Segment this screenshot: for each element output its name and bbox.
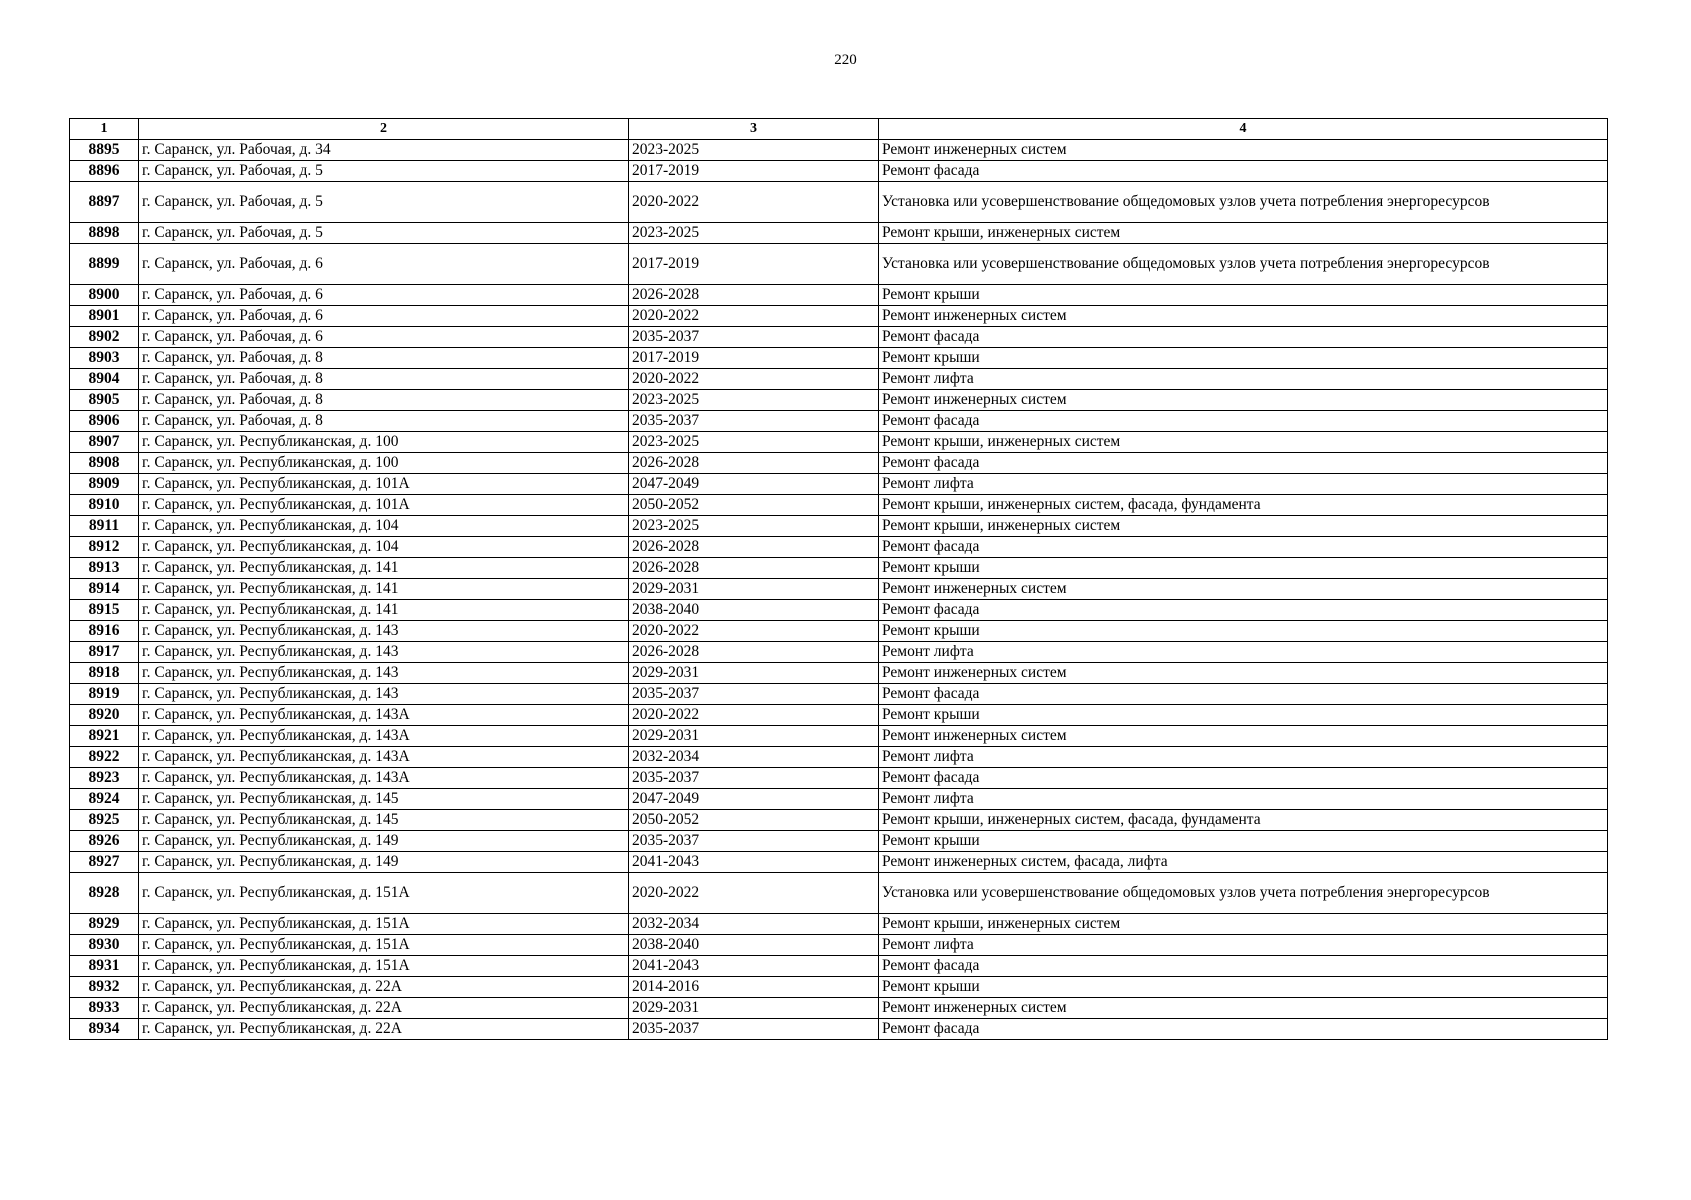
table-row: [70, 495, 1608, 516]
table-row: [70, 810, 1608, 831]
row-number-cell: 8900: [70, 285, 139, 306]
table-row: [70, 684, 1608, 705]
address-cell: г. Саранск, ул. Республиканская, д. 143А: [139, 705, 629, 726]
period-cell: 2023-2025: [629, 432, 879, 453]
table-row: [70, 977, 1608, 998]
period-cell: 2020-2022: [629, 369, 879, 390]
work-type-cell: Ремонт инженерных систем: [879, 998, 1608, 1019]
table-row: [70, 956, 1608, 977]
address-cell: г. Саранск, ул. Республиканская, д. 141: [139, 600, 629, 621]
row-number-cell: 8906: [70, 411, 139, 432]
address-cell: г. Саранск, ул. Рабочая, д. 8: [139, 369, 629, 390]
row-number-cell: 8923: [70, 768, 139, 789]
period-cell: 2026-2028: [629, 537, 879, 558]
address-cell: г. Саранск, ул. Республиканская, д. 143А: [139, 726, 629, 747]
address-cell: г. Саранск, ул. Республиканская, д. 22А: [139, 998, 629, 1019]
address-cell: г. Саранск, ул. Республиканская, д. 22А: [139, 977, 629, 998]
row-number-cell: 8898: [70, 223, 139, 244]
row-number-cell: 8902: [70, 327, 139, 348]
period-cell: 2035-2037: [629, 768, 879, 789]
row-number-cell: 8909: [70, 474, 139, 495]
column-header-2: 2: [139, 119, 629, 140]
table-row: [70, 223, 1608, 244]
period-cell: 2014-2016: [629, 977, 879, 998]
address-cell: г. Саранск, ул. Республиканская, д. 151А: [139, 914, 629, 935]
table-row: [70, 852, 1608, 873]
table-row: [70, 537, 1608, 558]
period-cell: 2026-2028: [629, 558, 879, 579]
address-cell: г. Саранск, ул. Республиканская, д. 143: [139, 684, 629, 705]
table-row: [70, 369, 1608, 390]
table-row: [70, 789, 1608, 810]
row-number-cell: 8928: [70, 873, 139, 914]
row-number-cell: 8919: [70, 684, 139, 705]
table-row: [70, 432, 1608, 453]
work-type-cell: Ремонт инженерных систем: [879, 390, 1608, 411]
table-row: [70, 747, 1608, 768]
period-cell: 2047-2049: [629, 789, 879, 810]
period-cell: 2050-2052: [629, 495, 879, 516]
period-cell: 2026-2028: [629, 453, 879, 474]
column-header-1: 1: [70, 119, 139, 140]
period-cell: 2029-2031: [629, 998, 879, 1019]
work-type-cell: Ремонт лифта: [879, 369, 1608, 390]
period-cell: 2023-2025: [629, 516, 879, 537]
row-number-cell: 8934: [70, 1019, 139, 1040]
table-row: [70, 935, 1608, 956]
period-cell: 2029-2031: [629, 663, 879, 684]
work-type-cell: Ремонт инженерных систем: [879, 726, 1608, 747]
period-cell: 2047-2049: [629, 474, 879, 495]
address-cell: г. Саранск, ул. Республиканская, д. 22А: [139, 1019, 629, 1040]
row-number-cell: 8917: [70, 642, 139, 663]
row-number-cell: 8914: [70, 579, 139, 600]
period-cell: 2020-2022: [629, 873, 879, 914]
work-type-cell: Ремонт крыши: [879, 348, 1608, 369]
work-type-cell: Ремонт крыши, инженерных систем: [879, 516, 1608, 537]
row-number-cell: 8910: [70, 495, 139, 516]
period-cell: 2023-2025: [629, 390, 879, 411]
table-row: [70, 768, 1608, 789]
row-number-cell: 8929: [70, 914, 139, 935]
address-cell: г. Саранск, ул. Республиканская, д. 149: [139, 831, 629, 852]
work-type-cell: Ремонт инженерных систем, фасада, лифта: [879, 852, 1608, 873]
period-cell: 2035-2037: [629, 831, 879, 852]
table-row: [70, 244, 1608, 285]
row-number-cell: 8908: [70, 453, 139, 474]
work-type-cell: Установка или усовершенствование общедомовых узлов учета потребления энергоресурсов: [879, 244, 1608, 285]
work-type-cell: Ремонт инженерных систем: [879, 579, 1608, 600]
period-cell: 2020-2022: [629, 621, 879, 642]
period-cell: 2035-2037: [629, 684, 879, 705]
row-number-cell: 8907: [70, 432, 139, 453]
row-number-cell: 8920: [70, 705, 139, 726]
address-cell: г. Саранск, ул. Рабочая, д. 8: [139, 348, 629, 369]
work-type-cell: Ремонт фасада: [879, 600, 1608, 621]
period-cell: 2029-2031: [629, 726, 879, 747]
address-cell: г. Саранск, ул. Республиканская, д. 141: [139, 558, 629, 579]
address-cell: г. Саранск, ул. Республиканская, д. 104: [139, 537, 629, 558]
period-cell: 2050-2052: [629, 810, 879, 831]
work-type-cell: Ремонт фасада: [879, 956, 1608, 977]
address-cell: г. Саранск, ул. Республиканская, д. 151А: [139, 956, 629, 977]
address-cell: г. Саранск, ул. Республиканская, д. 151А: [139, 873, 629, 914]
address-cell: г. Саранск, ул. Республиканская, д. 141: [139, 579, 629, 600]
address-cell: г. Саранск, ул. Республиканская, д. 100: [139, 453, 629, 474]
row-number-cell: 8921: [70, 726, 139, 747]
period-cell: 2023-2025: [629, 140, 879, 161]
row-number-cell: 8926: [70, 831, 139, 852]
work-type-cell: Ремонт фасада: [879, 327, 1608, 348]
address-cell: г. Саранск, ул. Республиканская, д. 143: [139, 642, 629, 663]
row-number-cell: 8931: [70, 956, 139, 977]
period-cell: 2017-2019: [629, 161, 879, 182]
work-type-cell: Ремонт крыши: [879, 977, 1608, 998]
row-number-cell: 8924: [70, 789, 139, 810]
row-number-cell: 8896: [70, 161, 139, 182]
row-number-cell: 8911: [70, 516, 139, 537]
address-cell: г. Саранск, ул. Республиканская, д. 145: [139, 789, 629, 810]
work-type-cell: Ремонт крыши, инженерных систем: [879, 432, 1608, 453]
table-row: [70, 474, 1608, 495]
table-row: [70, 516, 1608, 537]
work-type-cell: Ремонт фасада: [879, 1019, 1608, 1040]
table-row: [70, 558, 1608, 579]
work-type-cell: Ремонт инженерных систем: [879, 663, 1608, 684]
period-cell: 2017-2019: [629, 244, 879, 285]
work-type-cell: Ремонт лифта: [879, 474, 1608, 495]
address-cell: г. Саранск, ул. Рабочая, д. 6: [139, 285, 629, 306]
row-number-cell: 8904: [70, 369, 139, 390]
address-cell: г. Саранск, ул. Республиканская, д. 149: [139, 852, 629, 873]
address-cell: г. Саранск, ул. Республиканская, д. 104: [139, 516, 629, 537]
table-row: [70, 831, 1608, 852]
row-number-cell: 8933: [70, 998, 139, 1019]
row-number-cell: 8901: [70, 306, 139, 327]
work-type-cell: Ремонт крыши: [879, 621, 1608, 642]
table-row: [70, 182, 1608, 223]
period-cell: 2041-2043: [629, 956, 879, 977]
work-type-cell: Ремонт фасада: [879, 768, 1608, 789]
table-row: [70, 621, 1608, 642]
table-row: [70, 705, 1608, 726]
table-row: [70, 140, 1608, 161]
work-type-cell: Установка или усовершенствование общедомовых узлов учета потребления энергоресурсов: [879, 182, 1608, 223]
row-number-cell: 8897: [70, 182, 139, 223]
row-number-cell: 8903: [70, 348, 139, 369]
period-cell: 2017-2019: [629, 348, 879, 369]
column-header-4: 4: [879, 119, 1608, 140]
address-cell: г. Саранск, ул. Республиканская, д. 143: [139, 663, 629, 684]
period-cell: 2020-2022: [629, 182, 879, 223]
address-cell: г. Саранск, ул. Рабочая, д. 6: [139, 244, 629, 285]
address-cell: г. Саранск, ул. Республиканская, д. 101А: [139, 474, 629, 495]
address-cell: г. Саранск, ул. Республиканская, д. 145: [139, 810, 629, 831]
address-cell: г. Саранск, ул. Республиканская, д. 151А: [139, 935, 629, 956]
address-cell: г. Саранск, ул. Рабочая, д. 5: [139, 161, 629, 182]
table-row: [70, 285, 1608, 306]
period-cell: 2029-2031: [629, 579, 879, 600]
period-cell: 2041-2043: [629, 852, 879, 873]
address-cell: г. Саранск, ул. Рабочая, д. 8: [139, 390, 629, 411]
row-number-cell: 8899: [70, 244, 139, 285]
work-type-cell: Ремонт крыши: [879, 705, 1608, 726]
work-type-cell: Ремонт крыши: [879, 558, 1608, 579]
period-cell: 2020-2022: [629, 306, 879, 327]
period-cell: 2038-2040: [629, 935, 879, 956]
table-row: [70, 327, 1608, 348]
table-body: [70, 140, 1608, 1040]
address-cell: г. Саранск, ул. Республиканская, д. 143А: [139, 747, 629, 768]
table-row: [70, 663, 1608, 684]
row-number-cell: 8905: [70, 390, 139, 411]
period-cell: 2038-2040: [629, 600, 879, 621]
period-cell: 2023-2025: [629, 223, 879, 244]
period-cell: 2032-2034: [629, 914, 879, 935]
row-number-cell: 8918: [70, 663, 139, 684]
table-row: [70, 348, 1608, 369]
work-type-cell: Ремонт крыши, инженерных систем: [879, 223, 1608, 244]
table-row: [70, 873, 1608, 914]
repair-schedule-table: [69, 118, 1608, 1040]
work-type-cell: Ремонт фасада: [879, 453, 1608, 474]
work-type-cell: Ремонт лифта: [879, 642, 1608, 663]
table-row: [70, 579, 1608, 600]
work-type-cell: Ремонт лифта: [879, 789, 1608, 810]
work-type-cell: Ремонт инженерных систем: [879, 306, 1608, 327]
row-number-cell: 8927: [70, 852, 139, 873]
period-cell: 2026-2028: [629, 285, 879, 306]
table-row: [70, 642, 1608, 663]
table-row: [70, 306, 1608, 327]
row-number-cell: 8895: [70, 140, 139, 161]
table-row: [70, 411, 1608, 432]
page-number: 220: [834, 52, 857, 68]
address-cell: г. Саранск, ул. Рабочая, д. 5: [139, 223, 629, 244]
work-type-cell: Ремонт крыши: [879, 285, 1608, 306]
row-number-cell: 8913: [70, 558, 139, 579]
table-row: [70, 453, 1608, 474]
table-row: [70, 161, 1608, 182]
table-row: [70, 914, 1608, 935]
row-number-cell: 8930: [70, 935, 139, 956]
period-cell: 2020-2022: [629, 705, 879, 726]
row-number-cell: 8916: [70, 621, 139, 642]
row-number-cell: 8915: [70, 600, 139, 621]
work-type-cell: Ремонт крыши, инженерных систем, фасада, фундамента: [879, 810, 1608, 831]
table-row: [70, 726, 1608, 747]
work-type-cell: Ремонт инженерных систем: [879, 140, 1608, 161]
table-row: [70, 1019, 1608, 1040]
table-row: [70, 600, 1608, 621]
address-cell: г. Саранск, ул. Рабочая, д. 6: [139, 327, 629, 348]
address-cell: г. Саранск, ул. Республиканская, д. 143: [139, 621, 629, 642]
work-type-cell: Ремонт крыши, инженерных систем: [879, 914, 1608, 935]
work-type-cell: Установка или усовершенствование общедомовых узлов учета потребления энергоресурсов: [879, 873, 1608, 914]
table-row: [70, 998, 1608, 1019]
row-number-cell: 8922: [70, 747, 139, 768]
work-type-cell: Ремонт фасада: [879, 684, 1608, 705]
period-cell: 2035-2037: [629, 411, 879, 432]
work-type-cell: Ремонт крыши, инженерных систем, фасада, фундамента: [879, 495, 1608, 516]
address-cell: г. Саранск, ул. Республиканская, д. 100: [139, 432, 629, 453]
period-cell: 2035-2037: [629, 327, 879, 348]
address-cell: г. Саранск, ул. Рабочая, д. 6: [139, 306, 629, 327]
row-number-cell: 8925: [70, 810, 139, 831]
work-type-cell: Ремонт фасада: [879, 161, 1608, 182]
address-cell: г. Саранск, ул. Республиканская, д. 101А: [139, 495, 629, 516]
table-header-row: [70, 119, 1608, 140]
address-cell: г. Саранск, ул. Рабочая, д. 34: [139, 140, 629, 161]
row-number-cell: 8912: [70, 537, 139, 558]
table-row: [70, 390, 1608, 411]
work-type-cell: Ремонт лифта: [879, 747, 1608, 768]
period-cell: 2026-2028: [629, 642, 879, 663]
address-cell: г. Саранск, ул. Республиканская, д. 143А: [139, 768, 629, 789]
address-cell: г. Саранск, ул. Рабочая, д. 8: [139, 411, 629, 432]
work-type-cell: Ремонт крыши: [879, 831, 1608, 852]
period-cell: 2032-2034: [629, 747, 879, 768]
row-number-cell: 8932: [70, 977, 139, 998]
work-type-cell: Ремонт лифта: [879, 935, 1608, 956]
address-cell: г. Саранск, ул. Рабочая, д. 5: [139, 182, 629, 223]
column-header-3: 3: [629, 119, 879, 140]
work-type-cell: Ремонт фасада: [879, 411, 1608, 432]
work-type-cell: Ремонт фасада: [879, 537, 1608, 558]
period-cell: 2035-2037: [629, 1019, 879, 1040]
